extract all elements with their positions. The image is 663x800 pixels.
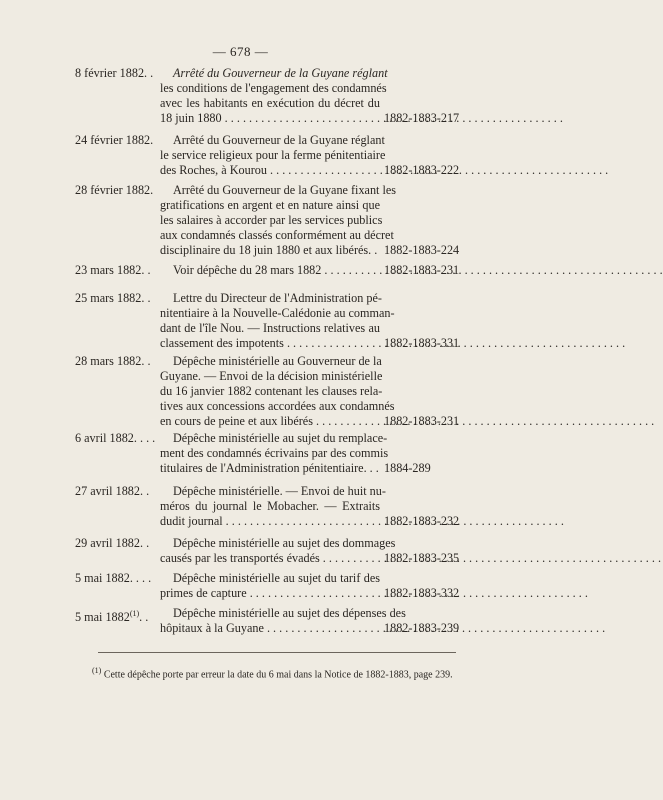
entry-reference: 1882-1883-331 <box>384 336 460 350</box>
entry-text: Arrêté du Gouverneur de la Guyane réglant les conditions de l'engagement des condamnés avec les habitants en exécution du décret du 18 juin 1880 . . . <box>160 66 380 126</box>
entry-date: 8 février 1882. . <box>75 66 154 80</box>
entry-date: 27 avril 1882. . <box>75 484 150 498</box>
entry-date: 5 mai 1882. . . . <box>75 571 152 585</box>
entry-text: Dépêche ministérielle au sujet du remplace- ment des condamnés écrivains par des commis titulaires de l'Administration pénitentiaire. . . <box>160 431 389 475</box>
footnote: $^{(1)}$ Cette dépêche porte par erreur la date du 6 mai dans la Notice de 1882-1883, page 239. <box>92 666 453 681</box>
entry-date: 25 mars 1882. . <box>75 291 151 305</box>
entry-date: 28 février 1882. <box>75 183 154 197</box>
entry-date: 28 mars 1882. . <box>75 354 151 368</box>
entry-date: 5 mai 1882$^{(1)}$. . <box>75 609 149 625</box>
entry-text: Arrêté du Gouverneur de la Guyane réglant le service religieux pour la ferme pénitentiaire des Roches, à Kourou . . . <box>160 133 380 178</box>
entry-date: 6 avril 1882. . . . <box>75 431 156 445</box>
entry-text: Voir dépêche du 28 mars 1882 . . . <box>160 263 380 278</box>
entry-text: Dépêche ministérielle au sujet des dommages causés par les transportés évadés . . . <box>160 536 380 566</box>
entry-text: Lettre du Directeur de l'Administration pé- nitentiaire à la Nouvelle-Calédonie au comman- dant de l'île Nou. — Instructions relatives au classement des impotents . . . <box>160 291 380 351</box>
entry-text: Dépêche ministérielle au sujet du tarif des primes de capture . . . <box>160 571 380 601</box>
entry-reference: 1882-1883-224 <box>384 243 460 257</box>
entry-date: 23 mars 1882. . <box>75 263 151 277</box>
entry-reference: 1882-1883-239 <box>384 621 460 635</box>
entry-reference: 1882-1883-217 <box>384 111 460 125</box>
footnote-divider <box>98 652 456 653</box>
entry-date: 29 avril 1882. . <box>75 536 150 550</box>
entry-text: Dépêche ministérielle au sujet des dépenses des hôpitaux à la Guyane . . . <box>160 606 380 636</box>
page-number: — 678 — <box>212 44 269 59</box>
entry-text: Arrêté du Gouverneur de la Guyane fixant les gratifications en argent et en nature ainsi que les salaires à accorder par les services publics aux condamnés classés conformément au décret disciplinaire du 18 juin 1880 et aux libérés. . <box>160 183 397 257</box>
entry-reference: 1882-1883-222 <box>384 163 460 177</box>
entry-reference: 1882-1883-332 <box>384 586 460 600</box>
entry-date: 24 février 1882. <box>75 133 154 147</box>
entry-reference: 1882-1883-231 <box>384 263 460 277</box>
entry-text: Dépêche ministérielle. — Envoi de huit nu- méros du journal le Mobacher. — Extraits dudit journal . . . <box>160 484 380 529</box>
entry-reference: 1882-1883-235 <box>384 551 460 565</box>
entry-text: Dépêche ministérielle au Gouverneur de la Guyane. — Envoi de la décision ministérielle du 16 janvier 1882 contenant les clauses rela- tives aux concessions accordées aux condamnés en cours de peine et aux libérés . . . <box>160 354 380 429</box>
entry-reference: 1882-1883-231 <box>384 414 460 428</box>
entry-reference: 1882-1883-232 <box>384 514 460 528</box>
footnote-marker: (1) <box>129 609 140 618</box>
entry-reference: 1884-289 <box>384 461 431 475</box>
